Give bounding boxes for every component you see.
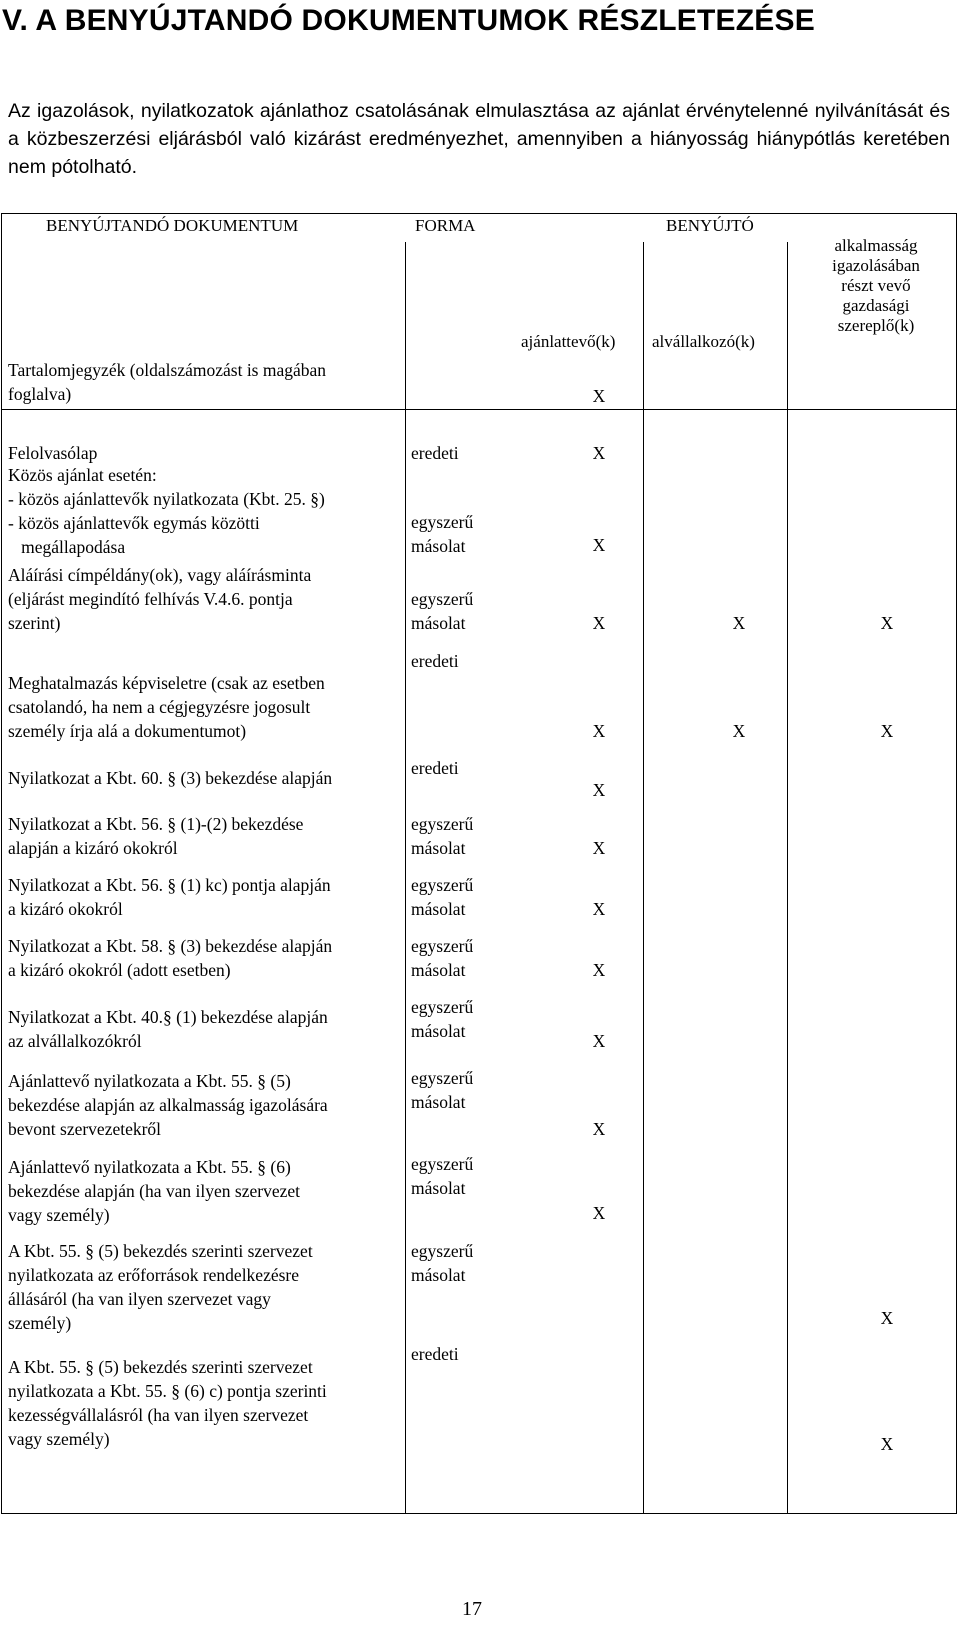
header-form: FORMA — [415, 216, 476, 235]
document-form-line: másolat — [411, 1092, 466, 1112]
document-name — [8, 463, 403, 559]
document-name-line: Meghatalmazás képviseletre (csak az esetben — [8, 673, 325, 693]
bidder-mark: X — [592, 1031, 606, 1051]
document-name — [8, 358, 403, 406]
document-form — [411, 1239, 541, 1287]
document-name-line: vagy személy) — [8, 1429, 110, 1449]
subheader-subcontractor: alvállalkozó(k) — [652, 332, 755, 351]
document-name-line: állásáról (ha van ilyen szervezet vagy — [8, 1289, 271, 1309]
bidder-mark: X — [592, 1203, 606, 1223]
row-divider — [2, 409, 956, 410]
document-form-line: egyszerű — [411, 512, 474, 532]
document-name — [8, 812, 403, 860]
document-name — [8, 766, 403, 790]
subheader-capacity-line: szereplő(k) — [837, 316, 915, 335]
subcontractor-mark: X — [732, 613, 746, 633]
document-name-line: személy írja alá a dokumentumot) — [8, 721, 247, 741]
document-form-line: egyszerű — [411, 1154, 474, 1174]
intro-paragraph: Az igazolások, nyilatkozatok ajánlathoz csatolásának elmulasztása az ajánlat érvénytelenné nyilvánítását és a közbeszerzési eljárásból való kizárást eredményezhet, amennyiben a hiányosság hiánypótlás keretében nem pótolható. — [8, 100, 950, 178]
document-name-line: Nyilatkozat a Kbt. 58. § (3) bekezdése alapján — [8, 936, 333, 956]
document-name-line: Ajánlattevő nyilatkozata a Kbt. 55. § (6) — [8, 1157, 291, 1177]
document-name-line: kezességvállalásról (ha van ilyen szervezet — [8, 1405, 309, 1425]
document-form-line: másolat — [411, 899, 466, 919]
document-form-line: egyszerű — [411, 1241, 474, 1261]
document-name-line: a kizáró okokról — [8, 899, 123, 919]
subheader-capacity-line: gazdasági — [842, 296, 910, 315]
document-name-line: Nyilatkozat a Kbt. 56. § (1) kc) pontja alapján — [8, 875, 331, 895]
document-form-line: másolat — [411, 536, 466, 556]
document-name-line: bekezdése alapján az alkalmasság igazolására — [8, 1095, 328, 1115]
bidder-mark: X — [592, 899, 606, 919]
document-name-line: - közös ajánlattevők egymás közötti — [8, 513, 260, 533]
document-name — [8, 1355, 403, 1451]
document-form — [411, 649, 541, 673]
subcontractor-mark: X — [732, 721, 746, 741]
document-name-line: Nyilatkozat a Kbt. 60. § (3) bekezdése alapján — [8, 768, 333, 788]
document-name-line: Közös ajánlat esetén: — [8, 465, 157, 485]
document-name — [8, 563, 403, 635]
document-form-line: eredeti — [411, 1344, 459, 1364]
document-form — [411, 934, 541, 982]
document-form — [411, 756, 541, 780]
document-form — [411, 995, 541, 1043]
document-name — [8, 1005, 403, 1053]
bidder-mark: X — [592, 386, 606, 406]
document-name-line: foglalva) — [8, 384, 72, 404]
document-name — [8, 1155, 403, 1227]
document-name-line: (eljárást megindító felhívás V.4.6. pontja — [8, 589, 293, 609]
document-form-line: másolat — [411, 1265, 466, 1285]
subheader-capacity — [798, 236, 954, 336]
document-name-line: Aláírási címpéldány(ok), vagy aláírásminta — [8, 565, 312, 585]
document-form — [411, 1152, 541, 1200]
subheader-capacity-line: részt vevő — [841, 276, 911, 295]
subheader-capacity-line: igazolásában — [832, 256, 920, 275]
bidder-mark: X — [592, 780, 606, 800]
document-form — [411, 510, 541, 558]
document-name-line: bevont szervezetekről — [8, 1119, 162, 1139]
document-form-line: egyszerű — [411, 1068, 474, 1088]
document-name-line: Tartalomjegyzék (oldalszámozást is magában — [8, 360, 327, 380]
document-form-line: egyszerű — [411, 936, 474, 956]
document-form-line: egyszerű — [411, 875, 474, 895]
document-name-line: Ajánlattevő nyilatkozata a Kbt. 55. § (5) — [8, 1071, 291, 1091]
bidder-mark: X — [592, 535, 606, 555]
header-document: BENYÚJTANDÓ DOKUMENTUM — [46, 216, 299, 235]
document-table — [1, 213, 957, 1514]
document-name-line: Nyilatkozat a Kbt. 56. § (1)-(2) bekezdése — [8, 814, 304, 834]
document-name-line: az alvállalkozókról — [8, 1031, 142, 1051]
capacity-mark: X — [880, 1434, 894, 1454]
document-name-line: A Kbt. 55. § (5) bekezdés szerinti szervezet — [8, 1241, 313, 1261]
document-name-line: nyilatkozata az erőforrások rendelkezésre — [8, 1265, 300, 1285]
header-submitter: BENYÚJTÓ — [666, 216, 754, 235]
document-name — [8, 934, 403, 982]
document-form — [411, 1066, 541, 1114]
document-form — [411, 812, 541, 860]
document-form-line: eredeti — [411, 443, 459, 463]
document-name-line: vagy személy) — [8, 1205, 110, 1225]
document-form-line: egyszerű — [411, 997, 474, 1017]
document-name-line: nyilatkozata a Kbt. 55. § (6) c) pontja szerinti — [8, 1381, 327, 1401]
page-number: 17 — [462, 1598, 482, 1620]
document-name-line: Felolvasólap — [8, 443, 98, 463]
document-form-line: eredeti — [411, 758, 459, 778]
column-divider — [405, 242, 406, 1513]
document-name-line: a kizáró okokról (adott esetben) — [8, 960, 231, 980]
capacity-mark: X — [880, 721, 894, 741]
document-form-line: másolat — [411, 613, 466, 633]
page-title: V. A BENYÚJTANDÓ DOKUMENTUMOK RÉSZLETEZÉSE — [2, 4, 815, 37]
document-form-line: egyszerű — [411, 814, 474, 834]
document-form — [411, 441, 541, 465]
document-name — [8, 873, 403, 921]
document-name-line: szerint) — [8, 613, 61, 633]
document-form — [411, 587, 541, 635]
document-form-line: másolat — [411, 838, 466, 858]
capacity-mark: X — [880, 1308, 894, 1328]
document-name-line: személy) — [8, 1313, 72, 1333]
document-name — [8, 671, 403, 743]
column-divider — [643, 242, 644, 1513]
document-name-line: A Kbt. 55. § (5) bekezdés szerinti szervezet — [8, 1357, 313, 1377]
document-name — [8, 1239, 403, 1335]
bidder-mark: X — [592, 838, 606, 858]
document-name-line: Nyilatkozat a Kbt. 40.§ (1) bekezdése alapján — [8, 1007, 328, 1027]
bidder-mark: X — [592, 721, 606, 741]
document-name — [8, 1069, 403, 1141]
document-form-line: másolat — [411, 1021, 466, 1041]
document-form-line: eredeti — [411, 651, 459, 671]
bidder-mark: X — [592, 1119, 606, 1139]
bidder-mark: X — [592, 613, 606, 633]
bidder-mark: X — [592, 960, 606, 980]
document-form-line: egyszerű — [411, 589, 474, 609]
column-divider — [787, 242, 788, 1513]
subheader-bidder: ajánlattevő(k) — [521, 332, 616, 351]
document-form — [411, 873, 541, 921]
document-name-line: megállapodása — [8, 537, 126, 557]
document-name-line: - közös ajánlattevők nyilatkozata (Kbt. 25. §) — [8, 489, 325, 509]
bidder-mark: X — [592, 443, 606, 463]
document-name-line: bekezdése alapján (ha van ilyen szervezet — [8, 1181, 300, 1201]
subheader-capacity-line: alkalmasság — [834, 236, 918, 255]
document-name-line: alapján a kizáró okokról — [8, 838, 178, 858]
document-name — [8, 441, 403, 465]
document-form-line: másolat — [411, 1178, 466, 1198]
document-form-line: másolat — [411, 960, 466, 980]
document-form — [411, 1342, 541, 1366]
document-name-line: csatolandó, ha nem a cégjegyzésre jogosult — [8, 697, 311, 717]
capacity-mark: X — [880, 613, 894, 633]
